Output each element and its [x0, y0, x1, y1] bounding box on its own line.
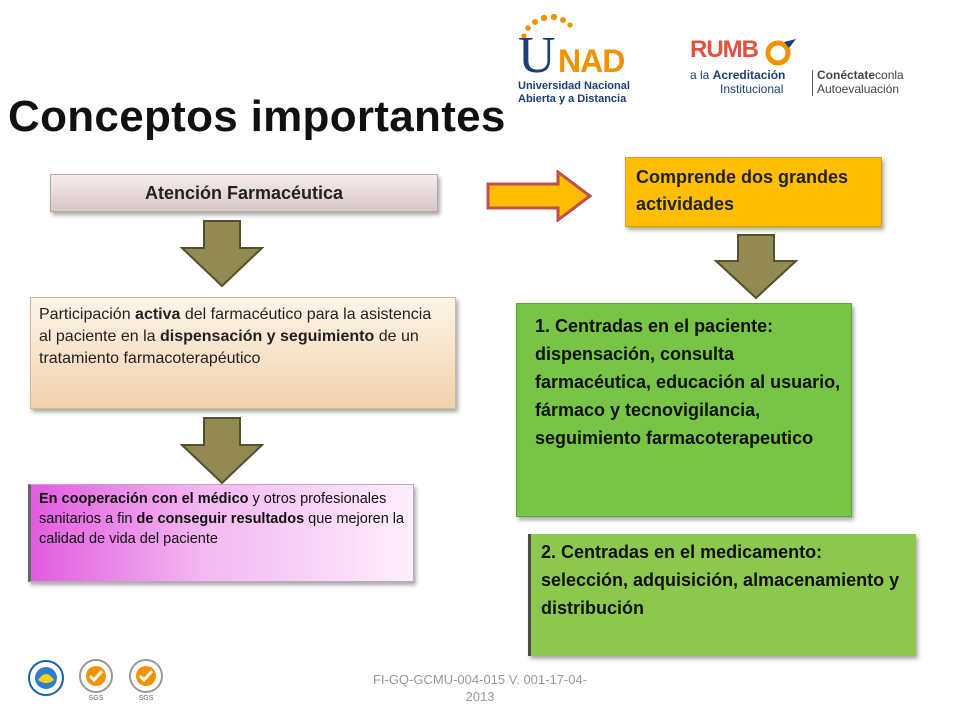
- sgs-label: SGS: [88, 695, 104, 702]
- rumbo-line-a: [690, 68, 785, 82]
- actividad-medicamento-box: 2. Centradas en el medicamento: selección, adquisición, almacenamiento y distribución: [528, 534, 916, 656]
- right-arrow-icon: [486, 170, 594, 222]
- rumbo-line-a-bold: Acreditación: [712, 68, 786, 82]
- unad-logo-icon: [516, 14, 636, 76]
- rumbo-wordmark: RUMB: [690, 36, 758, 63]
- footer-certification-logos: [26, 656, 176, 704]
- participacion-text-1: Participación: [39, 306, 136, 323]
- document-code-line2: 2013: [465, 689, 495, 704]
- unad-logo: [516, 10, 666, 110]
- down-arrow-icon: [180, 220, 264, 288]
- compass-ring-icon: [762, 38, 798, 68]
- sgs-label: SGS: [138, 695, 154, 702]
- slide-title: Conceptos importantes: [8, 92, 506, 141]
- rumbo-line-c-bold: Conéctate: [817, 68, 876, 82]
- svg-text:NAD: NAD: [558, 43, 625, 76]
- participacion-bold-2: dispensación y seguimiento: [159, 328, 375, 345]
- cooperacion-text-1: y otros profesionales sanitarios a fin: [39, 491, 387, 527]
- unad-name-line2: Abierta y a Distancia: [518, 93, 627, 105]
- rumbo-line-d: Autoevaluación: [817, 82, 900, 96]
- down-arrow-shape: [182, 221, 262, 286]
- atencion-farmaceutica-box: Atención Farmacéutica: [50, 174, 438, 212]
- participacion-box: [30, 297, 456, 409]
- cooperacion-box: [28, 484, 414, 582]
- rumbo-acreditacion-logo: [690, 36, 940, 106]
- down-arrow-icon: [180, 417, 264, 485]
- document-code-line1: FI-GQ-GCMU-004-015 V. 001-17-04-: [372, 672, 588, 687]
- comprende-box: Comprende dos grandes actividades: [625, 157, 882, 227]
- down-arrow-icon: [714, 234, 798, 300]
- participacion-text-2: del farmacéutico para la asistencia al paciente en la: [39, 306, 432, 345]
- unad-name-line1: Universidad Nacional: [518, 80, 630, 92]
- participacion-text-3: de un tratamiento farmacoterapéutico: [39, 328, 419, 367]
- actividad-paciente-box: 1. Centradas en el paciente: dispensación, consulta farmacéutica, educación al usuario, fármaco y tecnovigilancia, seguimiento farmacoterapeutico: [516, 303, 852, 517]
- rumbo-line-b: Institucional: [720, 82, 784, 96]
- rumbo-line-c-rest: conla: [875, 68, 904, 82]
- certification-seals-icon: [26, 656, 176, 704]
- rumbo-line-a-prefix: a la: [690, 68, 713, 82]
- cooperacion-bold-2: de conseguir resultados: [136, 511, 305, 527]
- down-arrow-shape: [182, 418, 262, 483]
- cooperacion-bold-1: En cooperación con el médico: [39, 491, 249, 507]
- document-code: [330, 671, 630, 705]
- svg-text:U: U: [518, 27, 556, 76]
- rumbo-line-c: [817, 68, 904, 82]
- right-arrow-shape: [488, 172, 590, 220]
- down-arrow-shape: [716, 235, 796, 298]
- cooperacion-text-2: que mejoren la calidad de vida del paciente: [39, 511, 405, 547]
- participacion-bold-1: activa: [135, 306, 181, 323]
- rumbo-divider: [812, 70, 813, 96]
